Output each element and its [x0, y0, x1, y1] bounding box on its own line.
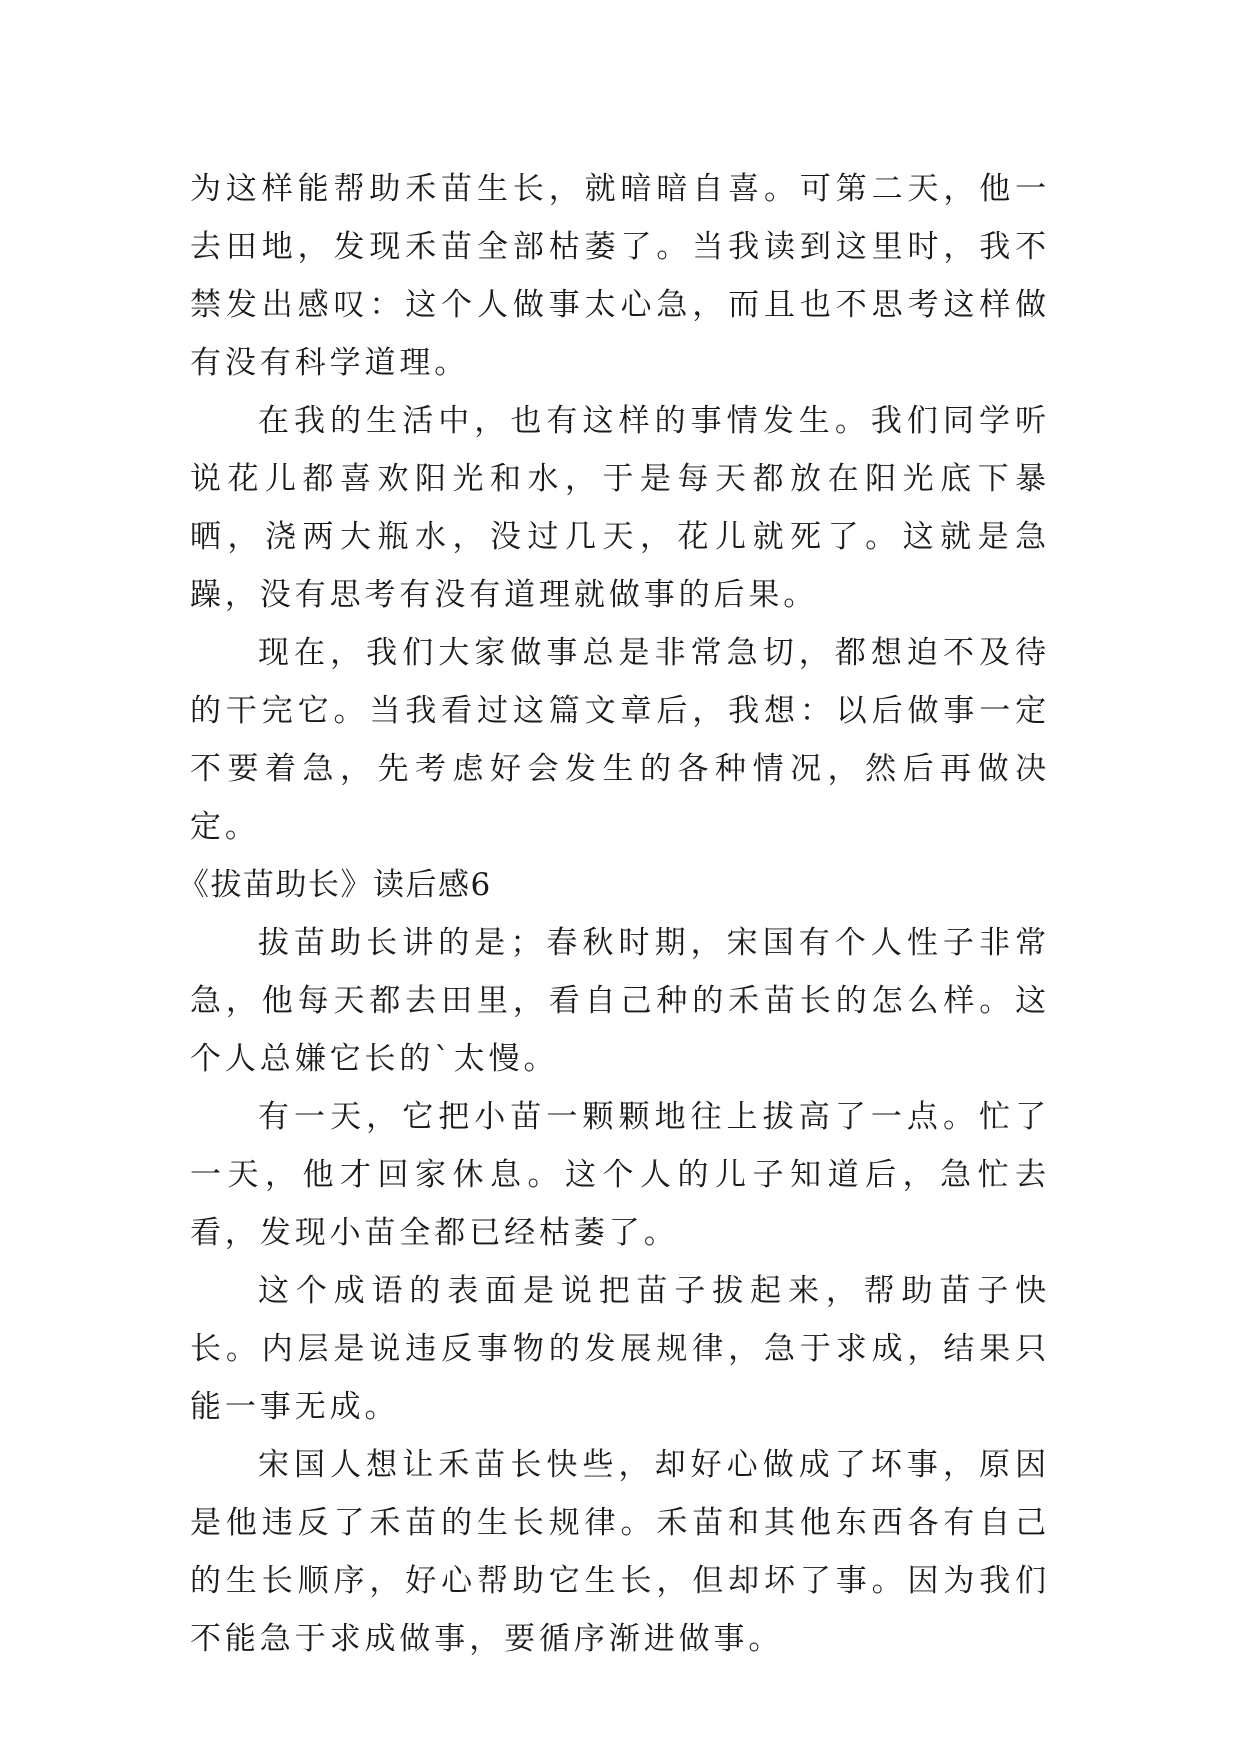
paragraph-continuation: 为这样能帮助禾苗生长，就暗暗自喜。可第二天，他一去田地，发现禾苗全部枯萎了。当我读到这里时，我不禁发出感叹：这个人做事太心急，而且也不思考这样做有没有科学道理。 [190, 171, 1050, 381]
paragraph: 宋国人想让禾苗长快些，却好心做成了坏事，原因是他违反了禾苗的生长规律。禾苗和其他东西各有自己的生长顺序，好心帮助它生长，但却坏了事。因为我们不能急于求成做事，要循序渐进做事。 [190, 1447, 1050, 1657]
paragraph: 这个成语的表面是说把苗子拔起来，帮助苗子快长。内层是说违反事物的发展规律，急于求成，结果只能一事无成。 [190, 1273, 1050, 1425]
paragraph: 现在，我们大家做事总是非常急切，都想迫不及待的干完它。当我看过这篇文章后，我想：以后做事一定不要着急，先考虑好会发生的各种情况，然后再做决定。 [190, 635, 1050, 845]
section-title: 《拔苗助长》读后感6 [178, 867, 492, 903]
paragraph: 拔苗助长讲的是；春秋时期，宋国有个人性子非常急，他每天都去田里，看自己种的禾苗长的怎么样。这个人总嫌它长的`太慢。 [190, 925, 1050, 1077]
paragraph: 在我的生活中，也有这样的事情发生。我们同学听说花儿都喜欢阳光和水，于是每天都放在阳光底下暴晒，浇两大瓶水，没过几天，花儿就死了。这就是急躁，没有思考有没有道理就做事的后果。 [190, 403, 1050, 613]
document-body [178, 160, 1050, 1668]
paragraph: 有一天，它把小苗一颗颗地往上拔高了一点。忙了一天，他才回家休息。这个人的儿子知道后，急忙去看，发现小苗全都已经枯萎了。 [190, 1099, 1050, 1251]
